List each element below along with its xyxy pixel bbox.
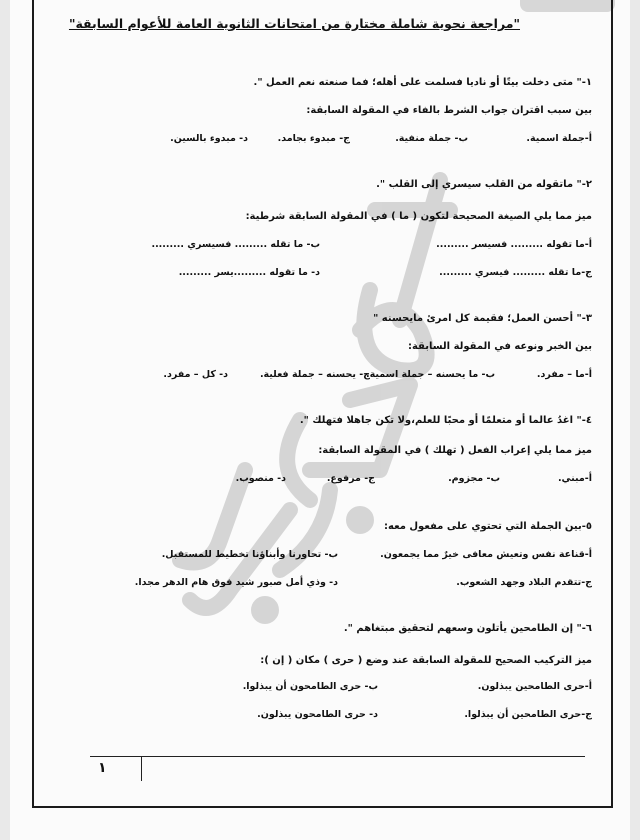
q1-option-b: ب- جملة منفية. — [395, 133, 468, 144]
question-1-text: ١-" متى دخلت بيتًا أو ناديا فسلمت على أهله؛ فما صنعته نعم العمل ". — [253, 77, 592, 88]
page-title: "مراجعة نحوية شاملة مختارة من امتحانات الثانوية العامة للأعوام السابقة" — [68, 16, 520, 31]
q6-option-d: د- حرى الطامحون يبذلون. — [257, 709, 378, 720]
q2-option-b: ب- ما تقله ......... فسيسري ......... — [151, 239, 320, 250]
question-6-text: ٦-" إن الطامحين يأتلون وسعهم لتحقيق مبتغاهم ". — [343, 623, 592, 634]
q3-option-a: أ-ما – مفرد. — [536, 369, 592, 380]
q5-option-a: أ-قناعة نفس وتعيش معافى خيرٌ مما يجمعون. — [380, 549, 592, 560]
q1-option-d: د- مبدوء بالسين. — [170, 133, 248, 144]
q2-option-a: أ-ما تقوله ......... فسيسر ......... — [436, 239, 592, 250]
q2-option-d: د- ما تقوله .........يسر ......... — [178, 267, 320, 278]
q6-option-c: ج-حرى الطامحين أن يبذلوا. — [464, 709, 592, 720]
footer-rule — [90, 756, 585, 757]
footer-divider — [141, 757, 142, 781]
question-4-text: ٤-" اغدُ عالما أو متعلمًا أو محبًا للعلم،ولا تكن جاهلا فتهلك ". — [299, 415, 592, 426]
question-5-text: ٥-بين الجملة التي تحتوي على مفعول معه: — [384, 521, 592, 532]
q4-option-d: د- منصوب. — [235, 473, 286, 484]
q3-option-c: ج- يحسنه – جملة فعلية. — [259, 369, 370, 380]
q3-option-d: د- كل – مفرد. — [163, 369, 228, 380]
question-3-text: ٣-" أحسن العمل؛ فقيمة كل امرئ مايحسنه " — [373, 313, 592, 324]
q4-option-c: ج- مرفوع. — [326, 473, 375, 484]
q2-option-c: ج-ما تقله ......... فيسري ......... — [439, 267, 592, 278]
page-number: ١ — [98, 760, 107, 776]
q3-option-b: ب- ما يحسنه – جملة اسمية. — [365, 369, 495, 380]
q4-option-a: أ-مبني. — [557, 473, 592, 484]
q6-option-a: أ-حرى الطامحين يبذلون. — [477, 681, 592, 692]
q5-option-c: ج-تتقدم البلاد وجهد الشعوب. — [456, 577, 592, 588]
question-2-text: ٢-" ماتقوله من القلب سيسري إلى القلب ". — [376, 179, 592, 190]
question-3-instruction: بين الخبر ونوعه في المقولة السابقة: — [407, 341, 592, 352]
q1-option-c: ج- مبدوء بجامد. — [277, 133, 350, 144]
question-2-instruction: ميز مما يلي الصيغة الصحيحة لتكون ( ما ) في المقولة السابقة شرطية: — [245, 211, 592, 222]
question-1-instruction: بين سبب اقتران جواب الشرط بالفاء في المقولة السابقة: — [306, 105, 592, 116]
question-4-instruction: ميز مما يلي إعراب الفعل ( تهلك ) في المقولة السابقة: — [318, 445, 592, 456]
q5-option-b: ب- تحاورنا وأبناؤنا تخطيط للمستقبل. — [161, 549, 338, 560]
q1-option-a: أ-جملة اسمية. — [526, 133, 592, 144]
q4-option-b: ب- مجزوم. — [448, 473, 500, 484]
q6-option-b: ب- حرى الطامحون أن يبذلوا. — [242, 681, 378, 692]
question-6-instruction: ميز التركيب الصحيح للمقولة السابقة عند وضع ( حرى ) مكان ( إن ): — [260, 655, 592, 666]
q5-option-d: د- وذي أمل صبور شيد فوق هام الدهر مجدا. — [134, 577, 338, 588]
